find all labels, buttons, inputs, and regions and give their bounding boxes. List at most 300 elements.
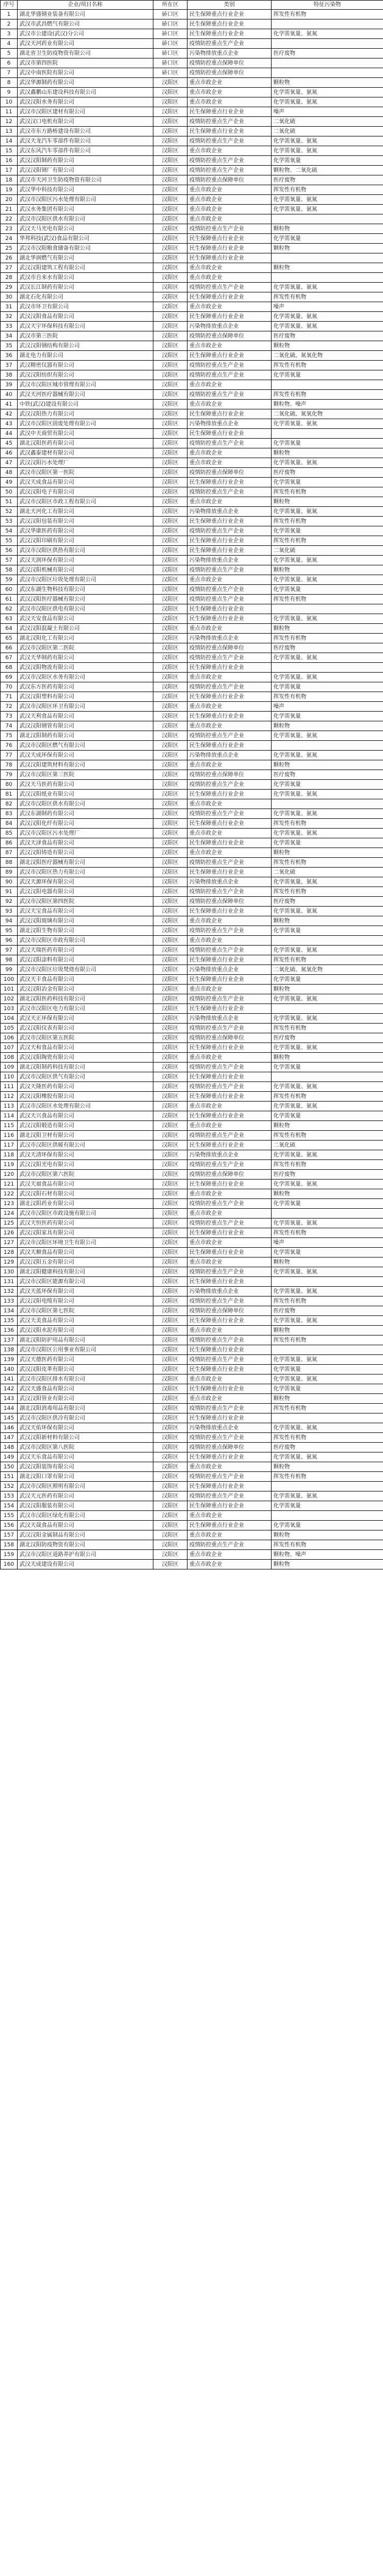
table-row xyxy=(1,575,383,585)
cell-category: 疫情防控重点保障单位 xyxy=(188,1170,272,1180)
cell-serial-number: 84 xyxy=(1,819,18,829)
cell-pollutants: 颗粒物 xyxy=(272,1121,383,1131)
cell-pollutants: 化学需氧量、氨氮 xyxy=(272,1355,383,1365)
cell-enterprise-name: 武汉汉阳印刷有限公司 xyxy=(18,536,153,546)
cell-pollutants: 化学需氧量 xyxy=(272,478,383,487)
cell-serial-number: 123 xyxy=(1,1199,18,1209)
cell-district: 汉阳区 xyxy=(153,1345,188,1355)
cell-enterprise-name: 武汉汉阳皮革有限公司 xyxy=(18,1365,153,1375)
cell-enterprise-name: 武汉市汉阳区第八医院 xyxy=(18,1443,153,1453)
cell-enterprise-name: 武汉市汉阳区照明有限公司 xyxy=(18,1482,153,1491)
table-row xyxy=(1,468,383,478)
cell-enterprise-name: 湖北天河化工有限公司 xyxy=(18,507,153,517)
cell-serial-number: 132 xyxy=(1,1287,18,1297)
cell-serial-number: 46 xyxy=(1,448,18,458)
cell-category: 疫情防控重点保障单位 xyxy=(188,1033,272,1043)
table-row xyxy=(1,1219,383,1228)
cell-pollutants: 化学需氧量 xyxy=(272,975,383,985)
cell-category: 民生保障重点行业企业 xyxy=(188,1111,272,1121)
cell-enterprise-name: 湖北石化有限公司 xyxy=(18,292,153,302)
table-row xyxy=(1,858,383,868)
cell-enterprise-name: 武汉天和食品有限公司 xyxy=(18,1043,153,1053)
cell-enterprise-name: 武汉汉阳管业有限公司 xyxy=(18,1394,153,1404)
cell-serial-number: 111 xyxy=(1,1082,18,1092)
cell-district: 硚口区 xyxy=(153,49,188,58)
cell-category: 污染物排放重点企业 xyxy=(188,419,272,429)
cell-pollutants: 挥发性有机物 xyxy=(272,692,383,702)
cell-district: 汉阳区 xyxy=(153,312,188,322)
cell-district: 汉阳区 xyxy=(153,1540,188,1550)
cell-category: 疫情防控重点生产企业 xyxy=(188,887,272,897)
cell-serial-number: 68 xyxy=(1,663,18,673)
table-row xyxy=(1,1238,383,1248)
cell-pollutants: 颗粒物 xyxy=(272,448,383,458)
cell-enterprise-name: 武汉市汉阳区公用事业有限公司 xyxy=(18,1345,153,1355)
cell-enterprise-name: 武汉市汉阳区第四医院 xyxy=(18,897,153,907)
cell-district: 汉阳区 xyxy=(153,965,188,975)
table-row xyxy=(1,39,383,49)
cell-pollutants: 化学需氧量、氨氮 xyxy=(272,97,383,107)
cell-serial-number: 145 xyxy=(1,1414,18,1423)
cell-category: 重点市政企业 xyxy=(188,263,272,273)
table-row xyxy=(1,497,383,507)
cell-category: 民生保障重点行业企业 xyxy=(188,546,272,556)
cell-enterprise-name: 武汉鑫泰建材有限公司 xyxy=(18,448,153,458)
cell-pollutants: 化学需氧量、氨氮 xyxy=(272,1287,383,1297)
cell-category: 疫情防控重点生产企业 xyxy=(188,487,272,497)
cell-serial-number: 20 xyxy=(1,195,18,205)
cell-enterprise-name: 武汉汉阳塑料有限公司 xyxy=(18,692,153,702)
cell-pollutants: 医疗废物 xyxy=(272,49,383,58)
table-row xyxy=(1,1287,383,1297)
cell-serial-number: 113 xyxy=(1,1102,18,1111)
cell-pollutants: 化学需氧量 xyxy=(272,234,383,244)
cell-district: 汉阳区 xyxy=(153,1199,188,1209)
cell-district: 汉阳区 xyxy=(153,1189,188,1199)
cell-district: 汉阳区 xyxy=(153,702,188,712)
cell-district: 汉阳区 xyxy=(153,877,188,887)
cell-pollutants: 化学需氧量、氨氮 xyxy=(272,1150,383,1160)
cell-district: 汉阳区 xyxy=(153,185,188,195)
cell-pollutants: 颗粒物 xyxy=(272,721,383,731)
cell-serial-number: 89 xyxy=(1,868,18,877)
cell-serial-number: 138 xyxy=(1,1345,18,1355)
cell-category: 民生保障重点行业企业 xyxy=(188,478,272,487)
cell-serial-number: 37 xyxy=(1,361,18,370)
cell-category: 疫情防控重点保障单位 xyxy=(188,175,272,185)
cell-district: 汉阳区 xyxy=(153,156,188,166)
table-row xyxy=(1,1345,383,1355)
cell-enterprise-name: 武汉市汉阳区环境卫生有限公司 xyxy=(18,1238,153,1248)
cell-pollutants: 医疗废物 xyxy=(272,175,383,185)
cell-serial-number: 96 xyxy=(1,936,18,946)
cell-enterprise-name: 武汉汉阳橡胶有限公司 xyxy=(18,1092,153,1102)
cell-district: 汉阳区 xyxy=(153,214,188,224)
cell-pollutants: 化学需氧量、氨氮 xyxy=(272,29,383,39)
cell-district: 汉阳区 xyxy=(153,614,188,624)
cell-enterprise-name: 武汉天福食品有限公司 xyxy=(18,1180,153,1189)
cell-district: 汉阳区 xyxy=(153,292,188,302)
cell-enterprise-name: 武汉汉阳电缆有限公司 xyxy=(18,1297,153,1306)
cell-district: 汉阳区 xyxy=(153,868,188,877)
cell-category: 重点市政企业 xyxy=(188,1238,272,1248)
cell-district: 汉阳区 xyxy=(153,858,188,868)
table-row xyxy=(1,10,383,19)
cell-serial-number: 3 xyxy=(1,29,18,39)
cell-category: 民生保障重点行业企业 xyxy=(188,1384,272,1394)
cell-pollutants: 挥发性有机物 xyxy=(272,1297,383,1306)
cell-category: 重点市政企业 xyxy=(188,1189,272,1199)
cell-category: 重点市政企业 xyxy=(188,760,272,770)
cell-district: 汉阳区 xyxy=(153,946,188,955)
cell-serial-number: 36 xyxy=(1,351,18,361)
cell-serial-number: 18 xyxy=(1,175,18,185)
table-row xyxy=(1,1511,383,1521)
cell-district: 汉阳区 xyxy=(153,1521,188,1530)
cell-enterprise-name: 武汉市汉阳区第二医院 xyxy=(18,643,153,653)
cell-district: 汉阳区 xyxy=(153,1228,188,1238)
cell-category: 重点市政企业 xyxy=(188,1121,272,1131)
cell-category: 民生保障重点行业企业 xyxy=(188,429,272,439)
cell-category: 疫情防控重点生产企业 xyxy=(188,526,272,536)
table-row xyxy=(1,263,383,273)
cell-enterprise-name: 武汉天蓝环保有限公司 xyxy=(18,1287,153,1297)
cell-pollutants: 医疗废物 xyxy=(272,1306,383,1316)
cell-district: 汉阳区 xyxy=(153,575,188,585)
cell-district: 汉阳区 xyxy=(153,643,188,653)
cell-category: 民生保障重点行业企业 xyxy=(188,127,272,136)
cell-enterprise-name: 武汉市汉阳区供电有限公司 xyxy=(18,604,153,614)
cell-category: 重点市政企业 xyxy=(188,985,272,994)
cell-enterprise-name: 武汉天兴食品有限公司 xyxy=(18,1111,153,1121)
cell-pollutants: 化学需氧量、氨氮 xyxy=(272,1014,383,1024)
cell-category: 疫情防控重点保障单位 xyxy=(188,897,272,907)
cell-enterprise-name: 武汉汉阳污水处理厂 xyxy=(18,458,153,468)
cell-serial-number: 129 xyxy=(1,1258,18,1267)
cell-enterprise-name: 武汉天丰食品有限公司 xyxy=(18,975,153,985)
cell-district: 汉阳区 xyxy=(153,448,188,458)
cell-serial-number: 47 xyxy=(1,458,18,468)
cell-pollutants: 挥发性有机物 xyxy=(272,1228,383,1238)
table-row xyxy=(1,926,383,936)
cell-serial-number: 21 xyxy=(1,205,18,214)
cell-enterprise-name: 武汉天华制药有限公司 xyxy=(18,653,153,663)
cell-district: 汉阳区 xyxy=(153,926,188,936)
cell-pollutants: 化学需氧量 xyxy=(272,526,383,536)
cell-district: 硚口区 xyxy=(153,58,188,68)
table-row xyxy=(1,175,383,185)
cell-district: 汉阳区 xyxy=(153,1160,188,1170)
cell-enterprise-name: 武汉天宝食品有限公司 xyxy=(18,907,153,916)
cell-pollutants: 化学需氧量、氨氮 xyxy=(272,653,383,663)
table-row xyxy=(1,1092,383,1102)
cell-pollutants xyxy=(272,1004,383,1014)
cell-pollutants: 挥发性有机物 xyxy=(272,819,383,829)
cell-category: 疫情防控重点生产企业 xyxy=(188,1355,272,1365)
table-row xyxy=(1,624,383,634)
cell-category: 疫情防控重点生产企业 xyxy=(188,1082,272,1092)
cell-district: 汉阳区 xyxy=(153,887,188,897)
cell-category: 疫情防控重点生产企业 xyxy=(188,1297,272,1306)
cell-enterprise-name: 武汉天河药业有限公司 xyxy=(18,39,153,49)
table-row xyxy=(1,146,383,156)
table-row xyxy=(1,322,383,331)
cell-district: 汉阳区 xyxy=(153,838,188,848)
cell-serial-number: 148 xyxy=(1,1443,18,1453)
cell-category: 重点市政企业 xyxy=(188,185,272,195)
cell-serial-number: 74 xyxy=(1,721,18,731)
cell-serial-number: 120 xyxy=(1,1170,18,1180)
cell-serial-number: 125 xyxy=(1,1219,18,1228)
cell-pollutants: 噪声 xyxy=(272,107,383,117)
cell-district: 汉阳区 xyxy=(153,1141,188,1150)
table-row xyxy=(1,283,383,292)
cell-pollutants: 化学需氧量、氨氮 xyxy=(272,673,383,682)
cell-district: 汉阳区 xyxy=(153,721,188,731)
cell-district: 汉阳区 xyxy=(153,1102,188,1111)
cell-serial-number: 76 xyxy=(1,741,18,751)
cell-category: 民生保障重点行业企业 xyxy=(188,517,272,526)
cell-pollutants xyxy=(272,68,383,78)
table-row xyxy=(1,663,383,673)
cell-serial-number: 107 xyxy=(1,1043,18,1053)
cell-pollutants: 挥发性有机物 xyxy=(272,292,383,302)
cell-pollutants: 化学需氧量、氨氮 xyxy=(272,1375,383,1384)
cell-pollutants: 挥发性有机物 xyxy=(272,10,383,19)
cell-category: 重点市政企业 xyxy=(188,1530,272,1540)
cell-district: 汉阳区 xyxy=(153,1072,188,1082)
cell-pollutants: 颗粒物 xyxy=(272,916,383,926)
cell-serial-number: 43 xyxy=(1,419,18,429)
cell-serial-number: 101 xyxy=(1,985,18,994)
table-row xyxy=(1,565,383,575)
cell-serial-number: 114 xyxy=(1,1111,18,1121)
cell-pollutants: 挥发性有机物 xyxy=(272,1540,383,1550)
cell-district: 汉阳区 xyxy=(153,809,188,819)
cell-enterprise-name: 湖北汉阳卫材有限公司 xyxy=(18,1131,153,1141)
table-row xyxy=(1,49,383,58)
cell-serial-number: 141 xyxy=(1,1375,18,1384)
table-row xyxy=(1,1063,383,1072)
cell-pollutants: 颗粒物 xyxy=(272,624,383,634)
table-row xyxy=(1,1404,383,1414)
table-row xyxy=(1,1462,383,1472)
cell-pollutants: 化学需氧量、氨氮 xyxy=(272,88,383,97)
table-row xyxy=(1,760,383,770)
cell-district: 汉阳区 xyxy=(153,1004,188,1014)
cell-pollutants: 挥发性有机物 xyxy=(272,487,383,497)
cell-enterprise-name: 武汉市汉阳区燃气有限公司 xyxy=(18,741,153,751)
cell-district: 汉阳区 xyxy=(153,1024,188,1033)
cell-pollutants: 化学需氧量、氨氮 xyxy=(272,136,383,146)
cell-pollutants: 挥发性有机物 xyxy=(272,887,383,897)
cell-district: 汉阳区 xyxy=(153,1394,188,1404)
cell-category: 疫情防控重点生产企业 xyxy=(188,1131,272,1141)
cell-enterprise-name: 武汉市汉阳区热力有限公司 xyxy=(18,868,153,877)
cell-district: 汉阳区 xyxy=(153,712,188,721)
cell-enterprise-name: 武汉市汉阳区市政设施有限公司 xyxy=(18,1209,153,1219)
cell-pollutants: 医疗废物 xyxy=(272,1443,383,1453)
cell-district: 汉阳区 xyxy=(153,127,188,136)
cell-enterprise-name: 武汉汉阳水务有限公司 xyxy=(18,97,153,107)
cell-district: 汉阳区 xyxy=(153,302,188,312)
cell-district: 汉阳区 xyxy=(153,205,188,214)
cell-category: 重点市政企业 xyxy=(188,1326,272,1336)
cell-serial-number: 150 xyxy=(1,1462,18,1472)
cell-enterprise-name: 湖北省卫生防疫物资有限公司 xyxy=(18,49,153,58)
cell-pollutants xyxy=(272,1345,383,1355)
cell-pollutants: 化学需氧量、氨氮 xyxy=(272,1491,383,1501)
cell-enterprise-name: 武汉汉阳建筑工程有限公司 xyxy=(18,263,153,273)
cell-serial-number: 14 xyxy=(1,136,18,146)
cell-pollutants: 颗粒物 xyxy=(272,985,383,994)
cell-enterprise-name: 湖北汉阳药业有限公司 xyxy=(18,1199,153,1209)
cell-category: 重点市政企业 xyxy=(188,302,272,312)
cell-district: 汉阳区 xyxy=(153,985,188,994)
table-row xyxy=(1,1297,383,1306)
table-row xyxy=(1,595,383,604)
cell-enterprise-name: 武汉市汉阳区供热有限公司 xyxy=(18,546,153,556)
cell-serial-number: 154 xyxy=(1,1501,18,1511)
cell-category: 疫情防控重点生产企业 xyxy=(188,156,272,166)
cell-district: 汉阳区 xyxy=(153,916,188,926)
cell-district: 汉阳区 xyxy=(153,1258,188,1267)
cell-category: 污染物排放重点企业 xyxy=(188,1423,272,1433)
cell-category: 民生保障重点行业企业 xyxy=(188,1453,272,1462)
cell-category: 疫情防控重点生产企业 xyxy=(188,1336,272,1345)
cell-category: 疫情防控重点生产企业 xyxy=(188,565,272,575)
cell-enterprise-name: 武汉市汉阳区道路养护有限公司 xyxy=(18,1550,153,1560)
cell-enterprise-name: 武汉汉阳装饰有限公司 xyxy=(18,1462,153,1472)
cell-pollutants: 医疗废物 xyxy=(272,331,383,341)
cell-district: 汉阳区 xyxy=(153,107,188,117)
cell-district: 汉阳区 xyxy=(153,760,188,770)
cell-category: 疫情防控重点生产企业 xyxy=(188,166,272,175)
cell-pollutants: 颗粒物 xyxy=(272,224,383,234)
cell-district: 汉阳区 xyxy=(153,546,188,556)
cell-enterprise-name: 武汉天龙汽车零部件有限公司 xyxy=(18,136,153,146)
cell-serial-number: 134 xyxy=(1,1306,18,1316)
table-row xyxy=(1,916,383,926)
table-row xyxy=(1,673,383,682)
cell-enterprise-name: 湖北汉阳医药有限公司 xyxy=(18,439,153,448)
cell-category: 民生保障重点行业企业 xyxy=(188,536,272,546)
cell-category: 民生保障重点行业企业 xyxy=(188,955,272,965)
table-header xyxy=(1,1,383,10)
table-row xyxy=(1,1472,383,1482)
cell-district: 汉阳区 xyxy=(153,634,188,643)
cell-category: 污染物排放重点企业 xyxy=(188,1150,272,1160)
cell-pollutants: 化学需氧量 xyxy=(272,682,383,692)
table-row xyxy=(1,292,383,302)
cell-serial-number: 115 xyxy=(1,1121,18,1131)
cell-enterprise-name: 武汉水务集团有限公司 xyxy=(18,205,153,214)
cell-serial-number: 5 xyxy=(1,49,18,58)
cell-category: 民生保障重点行业企业 xyxy=(188,292,272,302)
cell-category: 疫情防控重点生产企业 xyxy=(188,1433,272,1443)
cell-enterprise-name: 武汉汉阳陶瓷有限公司 xyxy=(18,1053,153,1063)
cell-pollutants: 化学需氧量 xyxy=(272,1501,383,1511)
cell-enterprise-name: 武汉市汉阳区第六医院 xyxy=(18,1170,153,1180)
cell-serial-number: 152 xyxy=(1,1482,18,1491)
cell-category: 重点市政企业 xyxy=(188,1550,272,1560)
cell-enterprise-name: 武汉市汉阳区建材有限公司 xyxy=(18,107,153,117)
cell-category: 民生保障重点行业企业 xyxy=(188,604,272,614)
cell-category: 民生保障重点行业企业 xyxy=(188,1248,272,1258)
table-row xyxy=(1,1482,383,1491)
cell-category: 重点市政企业 xyxy=(188,1511,272,1521)
cell-category: 疫情防控重点生产企业 xyxy=(188,946,272,955)
table-row xyxy=(1,1540,383,1550)
cell-pollutants: 化学需氧量、氨氮 xyxy=(272,907,383,916)
cell-enterprise-name: 武汉天乐食品有限公司 xyxy=(18,1453,153,1462)
cell-serial-number: 24 xyxy=(1,234,18,244)
cell-pollutants: 化学需氧量、氨氮 xyxy=(272,283,383,292)
cell-pollutants: 挥发性有机物 xyxy=(272,595,383,604)
cell-category: 民生保障重点行业企业 xyxy=(188,1180,272,1189)
cell-serial-number: 100 xyxy=(1,975,18,985)
cell-serial-number: 159 xyxy=(1,1550,18,1560)
cell-serial-number: 35 xyxy=(1,341,18,351)
cell-category: 重点市政企业 xyxy=(188,1462,272,1472)
header-serial-number: 序号 xyxy=(1,1,18,10)
cell-district: 汉阳区 xyxy=(153,146,188,156)
cell-district: 汉阳区 xyxy=(153,1063,188,1072)
cell-district: 汉阳区 xyxy=(153,1033,188,1043)
cell-enterprise-name: 武汉市汉阳区第一医院 xyxy=(18,468,153,478)
cell-enterprise-name: 武汉汉阳医疗器械有限公司 xyxy=(18,595,153,604)
cell-pollutants: 化学需氧量、氨氮 xyxy=(272,458,383,468)
table-row xyxy=(1,1228,383,1238)
cell-district: 汉阳区 xyxy=(153,175,188,185)
cell-district: 硚口区 xyxy=(153,29,188,39)
cell-category: 疫情防控重点生产企业 xyxy=(188,283,272,292)
table-row xyxy=(1,1102,383,1111)
cell-pollutants: 颗粒物 xyxy=(272,1560,383,1569)
cell-enterprise-name: 武汉汉阳铸造有限公司 xyxy=(18,848,153,858)
cell-serial-number: 16 xyxy=(1,156,18,166)
cell-enterprise-name: 武汉市汉阳区第三医院 xyxy=(18,770,153,780)
cell-category: 重点市政企业 xyxy=(188,936,272,946)
cell-district: 汉阳区 xyxy=(153,1530,188,1540)
cell-category: 民生保障重点行业企业 xyxy=(188,351,272,361)
cell-serial-number: 50 xyxy=(1,487,18,497)
cell-district: 汉阳区 xyxy=(153,536,188,546)
cell-category: 民生保障重点行业企业 xyxy=(188,1228,272,1238)
cell-district: 汉阳区 xyxy=(153,273,188,283)
cell-pollutants xyxy=(272,741,383,751)
cell-pollutants: 二氧化硫 xyxy=(272,546,383,556)
cell-pollutants: 化学需氧量、氨氮 xyxy=(272,614,383,624)
table-row xyxy=(1,712,383,721)
cell-enterprise-name: 武汉市武昌燃气有限公司 xyxy=(18,19,153,29)
cell-district: 汉阳区 xyxy=(153,78,188,88)
cell-serial-number: 26 xyxy=(1,253,18,263)
cell-category: 重点市政企业 xyxy=(188,575,272,585)
cell-district: 汉阳区 xyxy=(153,478,188,487)
cell-pollutants xyxy=(272,1511,383,1521)
cell-serial-number: 6 xyxy=(1,58,18,68)
cell-category: 疫情防控重点生产企业 xyxy=(188,595,272,604)
table-row xyxy=(1,439,383,448)
cell-district: 汉阳区 xyxy=(153,1277,188,1287)
cell-serial-number: 65 xyxy=(1,634,18,643)
cell-district: 汉阳区 xyxy=(153,351,188,361)
table-row xyxy=(1,127,383,136)
cell-category: 重点市政企业 xyxy=(188,400,272,409)
table-row xyxy=(1,68,383,78)
cell-category: 疫情防控重点生产企业 xyxy=(188,1160,272,1170)
